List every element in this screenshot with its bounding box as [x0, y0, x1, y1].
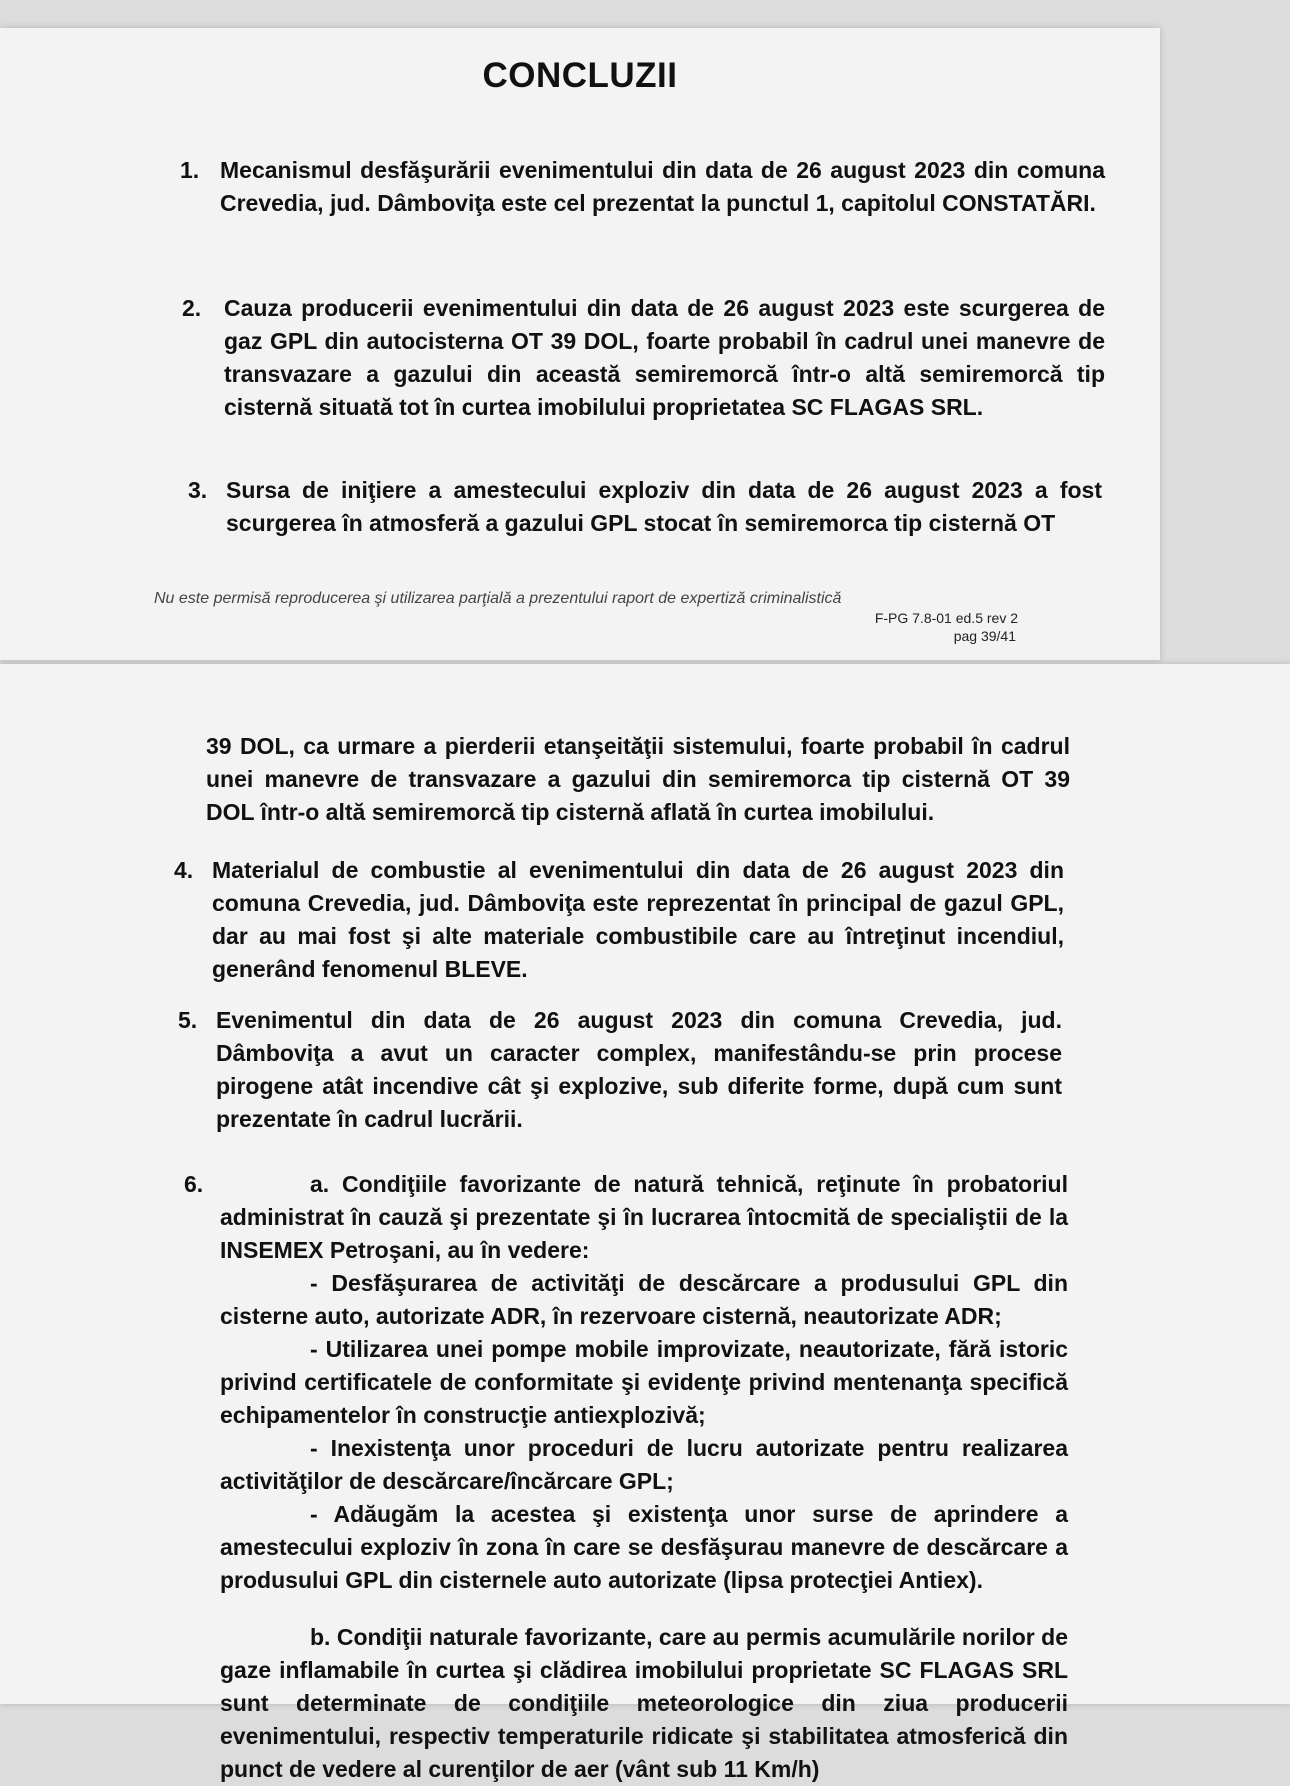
conclusion-item-1: Mecanismul desfăşurării evenimentului din data de 26 august 2023 din comuna Crevedia, jud. Dâmboviţa este cel prezentat la punctul 1, capitolul CONSTATĂRI. — [220, 157, 1105, 216]
item-6a-bullet-1: - Desfăşurarea de activităţi de descărcare a produsului GPL din cisterne auto, autorizate ADR, în rezervoare cisternă, neautorizate ADR; — [220, 1270, 1068, 1329]
item-number: 3. — [188, 477, 208, 503]
item-3-continuation: 39 DOL, ca urmare a pierderii etanşeităţii sistemului, foarte probabil în cadrul unei manevre de transvazare a gazului din semiremorca tip cisternă OT 39 DOL într-o altă semiremorcă tip cisternă aflată în curtea imobilului. — [206, 733, 1070, 825]
conclusion-item-6 — [220, 1168, 1068, 1786]
item-6b-text: b. Condiţii naturale favorizante, care au permis acumulările norilor de gaze inflamabile în curtea şi clădirea imobilului proprietate SC FLAGAS SRL sunt determinate de condiţiile meteorologice din ziua producerii evenimentului, respectiv temperaturile ridicate şi stabilitatea atmosferică din punct de vedere al curenţilor de aer (vânt sub 11 Km/h) — [220, 1624, 1068, 1782]
conclusion-item-3: Sursa de iniţiere a amestecului exploziv din data de 26 august 2023 a fost scurgerea în atmosferă a gazului GPL stocat în semiremorca tip cisternă OT — [226, 477, 1102, 536]
item-number: 5. — [178, 1007, 198, 1033]
document-page-39 — [0, 28, 1160, 660]
conclusion-item-2: Cauza producerii evenimentului din data de 26 august 2023 este scurgerea de gaz GPL din autocisterna OT 39 DOL, foarte probabil în cadrul unei manevre de transvazare a gazului din această semiremorcă într-o altă semiremorcă tip cisternă situată tot în curtea imobilului proprietatea SC FLAGAS SRL. — [224, 295, 1105, 420]
page-title: CONCLUZII — [482, 56, 678, 95]
item-6a-bullet-3: - Inexistenţa unor proceduri de lucru autorizate pentru realizarea activităţilor de descărcare/încărcare GPL; — [220, 1435, 1068, 1494]
conclusion-item-4: Materialul de combustie al evenimentului din data de 26 august 2023 din comuna Crevedia, jud. Dâmboviţa este reprezentat în principal de gazul GPL, dar au mai fost şi alte materiale combustibile care au întreţinut incendiul, generând fenomenul BLEVE. — [212, 857, 1064, 982]
footer-disclaimer: Nu este permisă reproducerea şi utilizarea parţială a prezentului raport de expertiză criminalistică — [154, 590, 842, 607]
item-number: 4. — [174, 857, 194, 883]
conclusion-item-5: Evenimentul din data de 26 august 2023 din comuna Crevedia, jud. Dâmboviţa a avut un caracter complex, manifestându-se prin procese pirogene atât incendive cât şi explozive, sub diferite forme, după cum sunt prezentate în cadrul lucrării. — [216, 1007, 1062, 1132]
footer-page-number: pag 39/41 — [953, 628, 1016, 644]
footer-form-code: F-PG 7.8-01 ed.5 rev 2 — [874, 610, 1018, 626]
item-6a-bullet-2: - Utilizarea unei pompe mobile improvizate, neautorizate, fără istoric privind certificatele de conformitate şi evidenţe privind mentenanţa specifică echipamentelor în construcţie antiexplozivă; — [220, 1336, 1068, 1428]
document-page-40 — [0, 664, 1290, 1782]
item-number: 6. — [184, 1171, 204, 1197]
item-number: 1. — [180, 157, 200, 183]
item-number: 2. — [182, 295, 202, 321]
item-6a-intro: a. Condiţiile favorizante de natură tehnică, reţinute în probatoriul administrat în cauză şi prezentate şi în lucrarea întocmită de specialiştii de la INSEMEX Petroşani, au în vedere: — [220, 1171, 1068, 1263]
item-6a-bullet-4: - Adăugăm la acestea şi existenţa unor surse de aprindere a amestecului exploziv în zona în care se desfăşurau manevre de descărcare a produsului GPL din cisternele auto autorizate (lipsa protecţiei Antiex). — [220, 1501, 1068, 1593]
